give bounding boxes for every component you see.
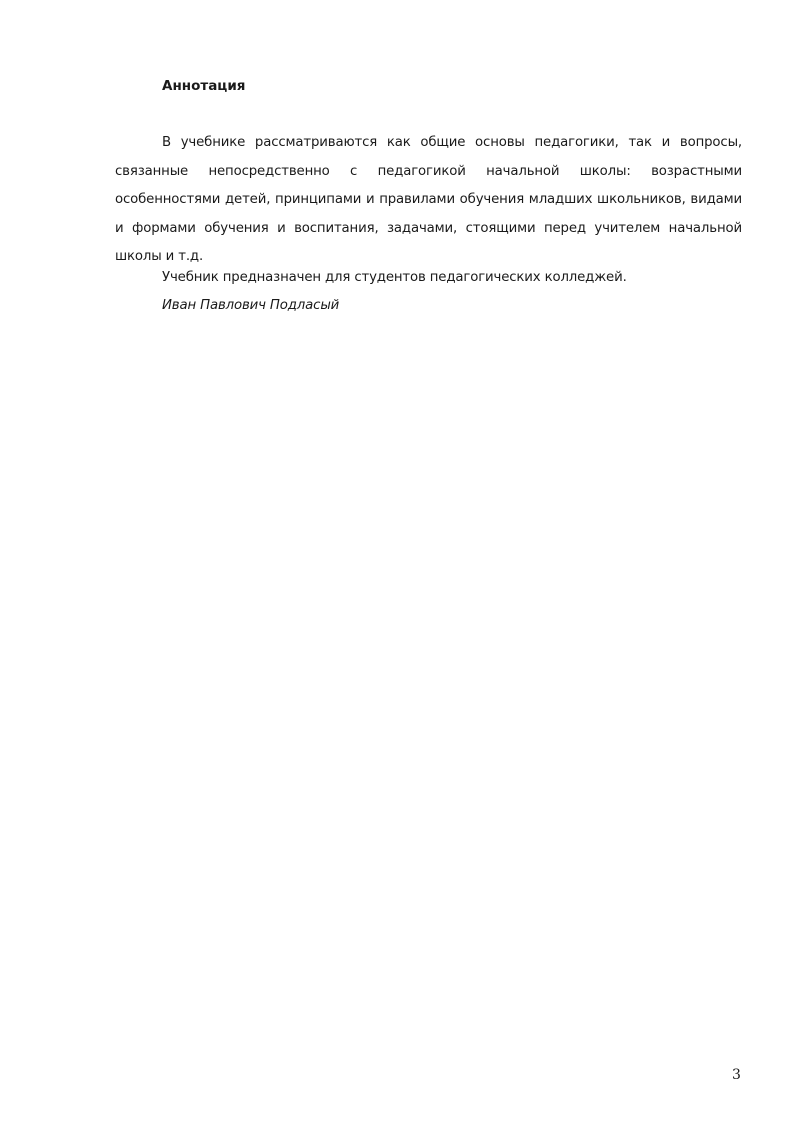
annotation-paragraph: В учебнике рассматриваются как общие основы педагогики, так и вопросы, связанные непосредственно с педагогикой начальной школы: возрастными особенностями детей, принципами и правилами обучения младших школьников, видами и формами обучения и воспитания, задачами, стоящими перед учителем начальной школы и т.д. bbox=[115, 135, 742, 264]
purpose-statement: Учебник предназначен для студентов педагогических колледжей. bbox=[162, 270, 627, 285]
page-number: 3 bbox=[732, 1067, 741, 1083]
author-name: Иван Павлович Подласый bbox=[162, 298, 340, 313]
annotation-heading: Аннотация bbox=[162, 78, 246, 94]
